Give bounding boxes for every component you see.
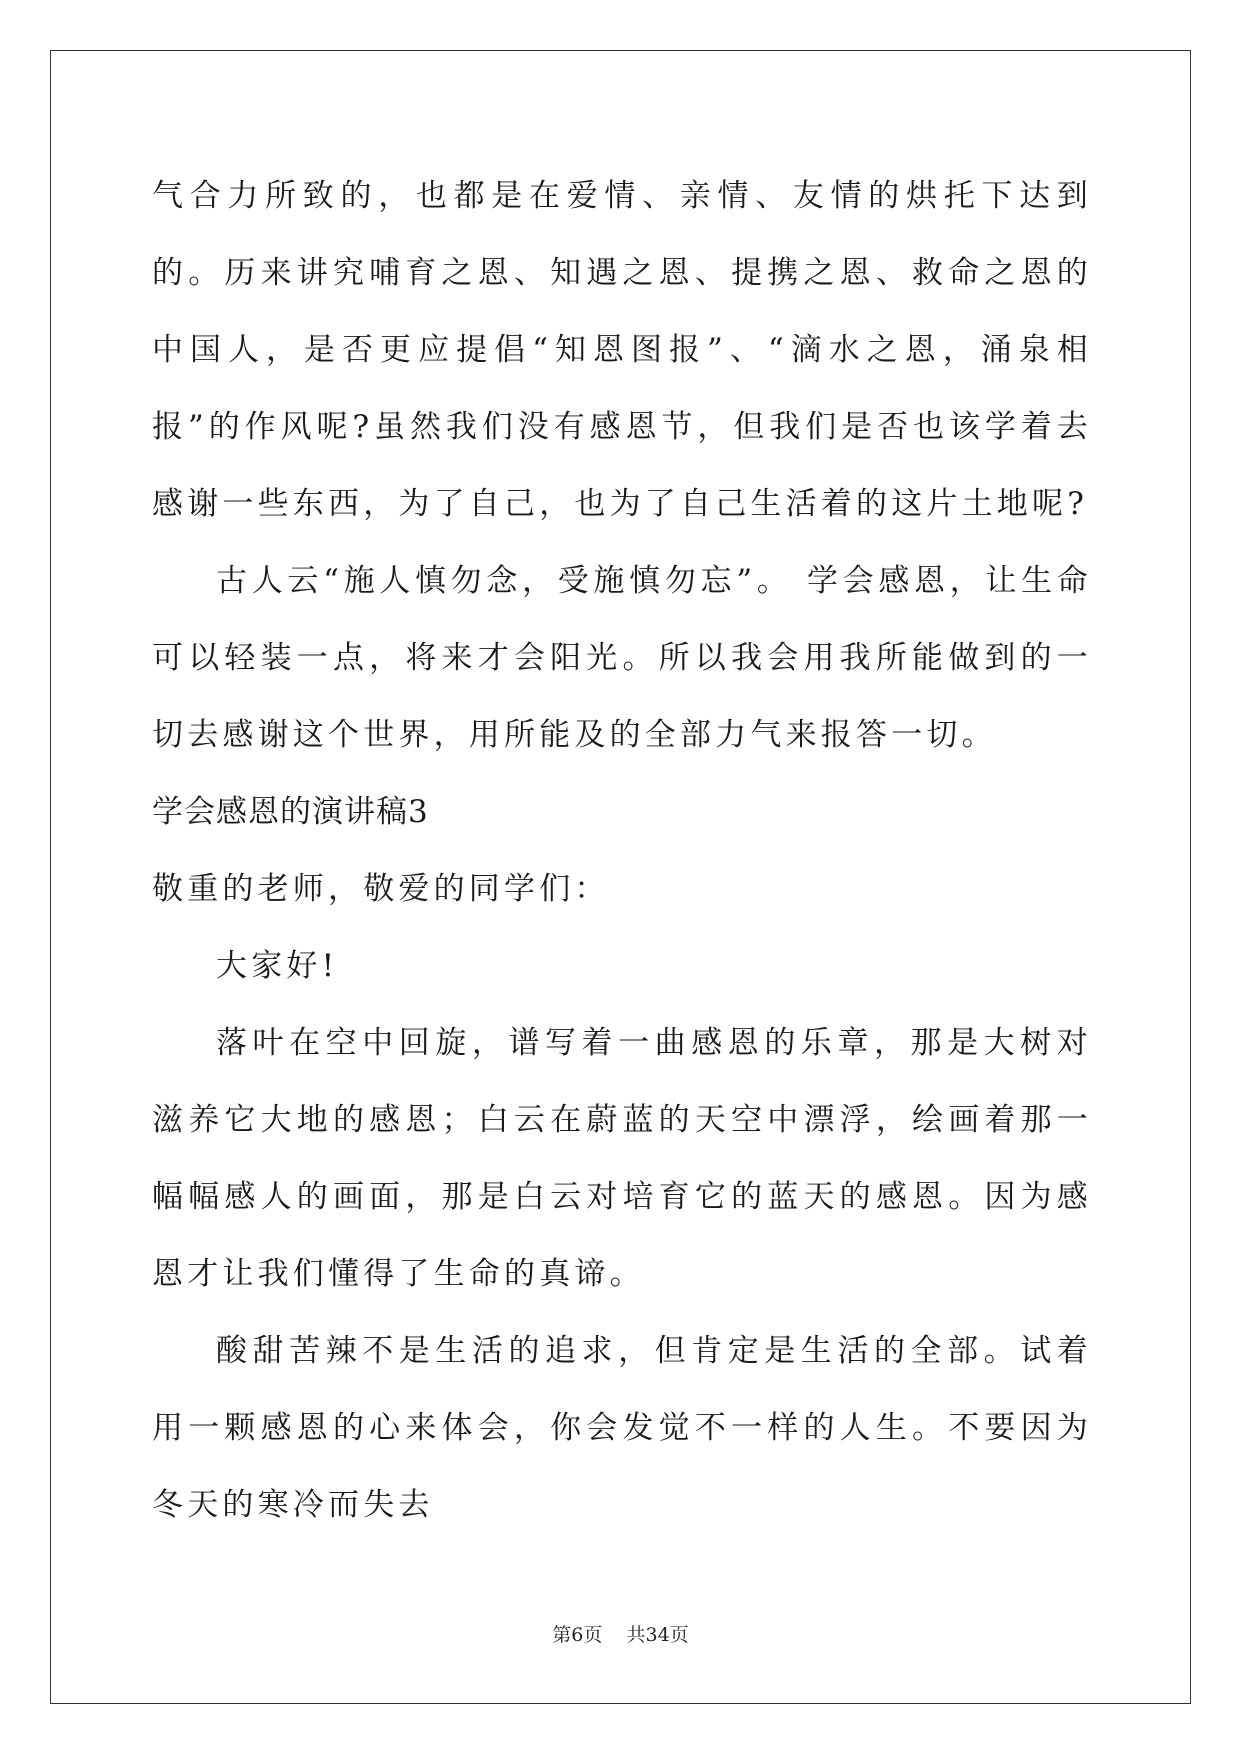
page-footer xyxy=(0,1620,1241,1647)
paragraph-3: 落叶在空中回旋，谱写着一曲感恩的乐章，那是大树对滋养它大地的感恩；白云在蔚蓝的天空中漂浮，绘画着那一幅幅感人的画面，那是白云对培育它的蓝天的感恩。因为感恩才让我们懂得了生命的真谛。 xyxy=(152,1025,1092,1292)
paragraph-4: 酸甜苦辣不是生活的追求，但肯定是生活的全部。试着用一颗感恩的心来体会，你会发觉不一样的人生。不要因为冬天的寒冷而失去 xyxy=(152,1333,1092,1523)
page-number: 第6页 xyxy=(552,1624,603,1646)
document-body xyxy=(152,158,1092,1544)
greeting: 大家好! xyxy=(216,948,339,984)
page-total: 共34页 xyxy=(626,1624,689,1646)
paragraph-2: 古人云“施人慎勿念，受施慎勿忘”。 学会感恩，让生命可以轻装一点，将来才会阳光。所以我会用我所能做到的一切去感谢这个世界，用所能及的全部力气来报答一切。 xyxy=(152,563,1092,753)
salutation: 敬重的老师，敬爱的同学们： xyxy=(152,871,610,907)
paragraph-1: 气合力所致的，也都是在爱情、亲情、友情的烘托下达到的。历来讲究哺育之恩、知遇之恩、提携之恩、救命之恩的中国人，是否更应提倡“知恩图报”、“滴水之恩，涌泉相报”的作风呢?虽然我们没有感恩节，但我们是否也该学着去感谢一些东西，为了自己，也为了自己生活着的这片土地呢? xyxy=(152,178,1092,522)
section-heading: 学会感恩的演讲稿3 xyxy=(152,794,429,830)
